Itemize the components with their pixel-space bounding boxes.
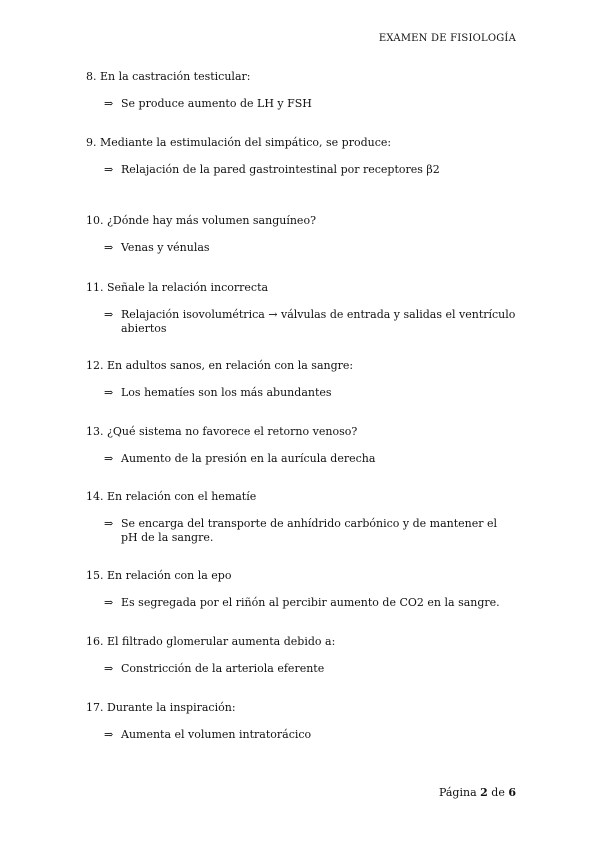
- answer: [104, 596, 516, 610]
- answer: [104, 97, 516, 111]
- question-item: [86, 635, 516, 701]
- answer-text: Constricción de la arteriola eferente: [121, 662, 325, 675]
- question-number: 17.: [86, 701, 104, 714]
- answer: [104, 452, 516, 466]
- question-item: [86, 281, 516, 359]
- question-number: 8.: [86, 70, 97, 83]
- question-item: [86, 425, 516, 490]
- answer-text: Aumenta el volumen intratorácico: [121, 728, 312, 741]
- answer-text: Es segregada por el riñón al percibir aumento de CO2 en la sangre.: [121, 596, 500, 609]
- question-item: [86, 701, 516, 741]
- question-number: 10.: [86, 214, 104, 227]
- question-text: Señale la relación incorrecta: [107, 281, 269, 294]
- answer-text: Aumento de la presión en la aurícula derecha: [121, 452, 376, 465]
- page-label: Página: [438, 786, 477, 799]
- implies-arrow-icon: ⇒: [104, 517, 114, 530]
- current-page: 2: [480, 786, 488, 799]
- implies-arrow-icon: ⇒: [104, 728, 114, 741]
- answer: [104, 308, 516, 336]
- total-pages: 6: [508, 786, 516, 799]
- question-text: En relación con la epo: [107, 569, 232, 582]
- implies-arrow-icon: ⇒: [104, 308, 114, 321]
- answer-text: Relajación de la pared gastrointestinal por receptores β2: [121, 163, 440, 176]
- question-item: [86, 214, 516, 281]
- page-footer: [439, 786, 516, 799]
- question-text: El filtrado glomerular aumenta debido a:: [107, 635, 336, 648]
- question-text: En la castración testicular:: [100, 70, 251, 83]
- implies-arrow-icon: ⇒: [104, 662, 114, 675]
- answer: [104, 728, 516, 742]
- question-text: En adultos sanos, en relación con la sangre:: [107, 359, 354, 372]
- implies-arrow-icon: ⇒: [104, 163, 114, 176]
- question-text: En relación con el hematíe: [107, 490, 257, 503]
- question-number: 11.: [86, 281, 104, 294]
- answer-text: Se produce aumento de LH y FSH: [121, 97, 312, 110]
- implies-arrow-icon: ⇒: [104, 241, 114, 254]
- question-text: ¿Dónde hay más volumen sanguíneo?: [107, 214, 316, 227]
- answer: [104, 163, 516, 177]
- implies-arrow-icon: ⇒: [104, 386, 114, 399]
- question-number: 12.: [86, 359, 104, 372]
- page-header: [379, 33, 516, 44]
- question-text: Durante la inspiración:: [107, 701, 236, 714]
- question-item: [86, 359, 516, 425]
- question-text: ¿Qué sistema no favorece el retorno venoso?: [107, 425, 358, 438]
- question-number: 9.: [86, 136, 97, 149]
- question-number: 13.: [86, 425, 104, 438]
- page-of: de: [491, 786, 505, 799]
- exam-title: EXAMEN DE FISIOLOGÍA: [378, 33, 516, 44]
- question-item: [86, 136, 516, 214]
- answer: [104, 241, 516, 255]
- answer: [104, 517, 516, 545]
- question-text: Mediante la estimulación del simpático, se produce:: [100, 136, 392, 149]
- question-list: [86, 70, 516, 741]
- answer: [104, 662, 516, 676]
- question-item: [86, 569, 516, 635]
- implies-arrow-icon: ⇒: [104, 452, 114, 465]
- question-number: 16.: [86, 635, 104, 648]
- question-number: 15.: [86, 569, 104, 582]
- answer-text: Venas y vénulas: [121, 241, 210, 254]
- implies-arrow-icon: ⇒: [104, 596, 114, 609]
- question-number: 14.: [86, 490, 104, 503]
- answer: [104, 386, 516, 400]
- answer-text: Relajación isovolumétrica → válvulas de entrada y salidas el ventrículo abiertos: [121, 308, 516, 335]
- answer-text: Se encarga del transporte de anhídrido carbónico y de mantener el pH de la sangre.: [121, 517, 498, 544]
- question-item: [86, 490, 516, 569]
- question-item: [86, 70, 516, 136]
- implies-arrow-icon: ⇒: [104, 97, 114, 110]
- answer-text: Los hematíes son los más abundantes: [121, 386, 332, 399]
